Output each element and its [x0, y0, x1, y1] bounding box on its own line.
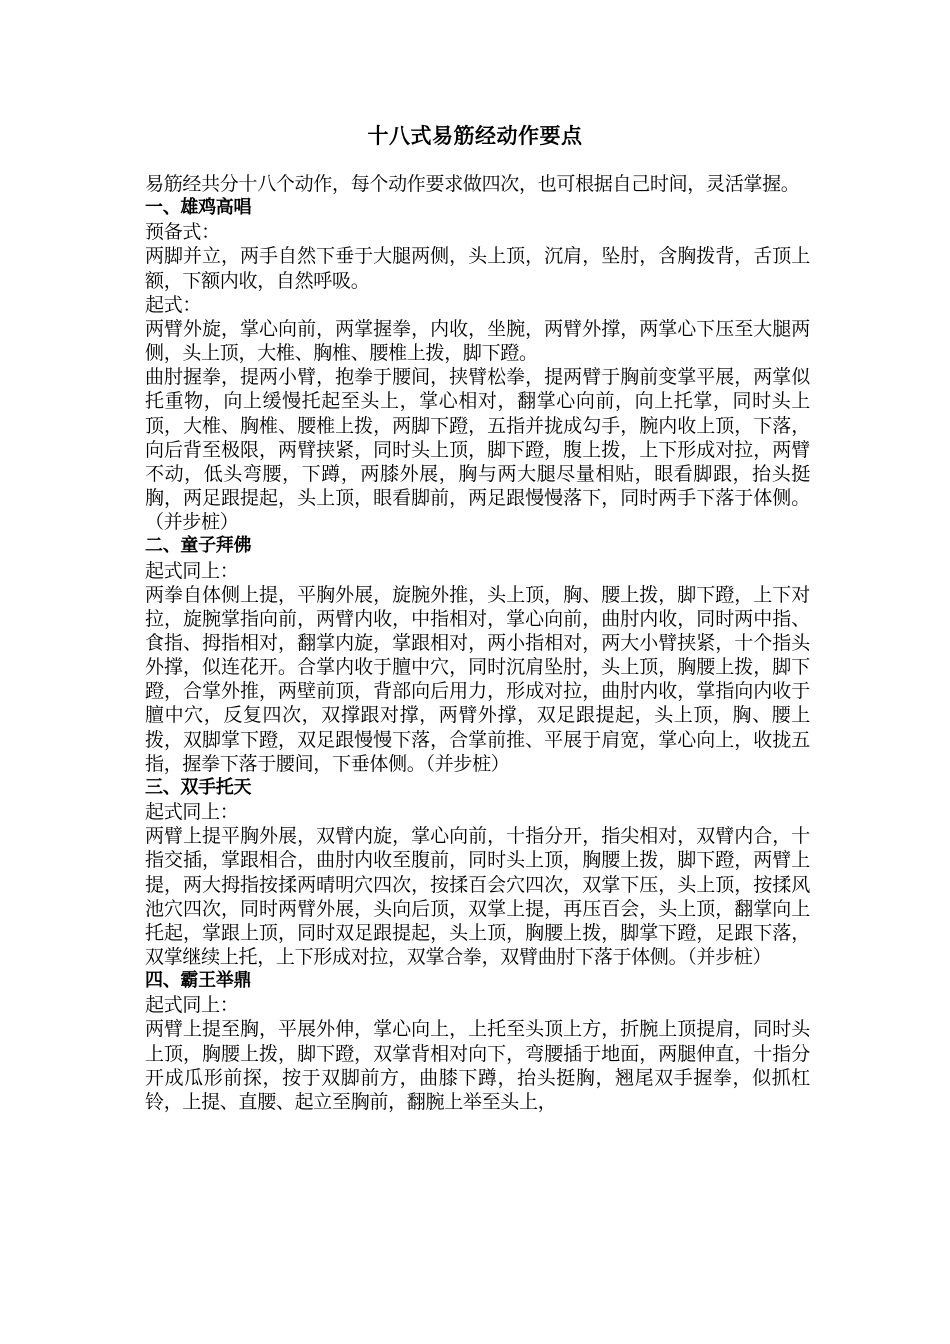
section-paragraph: 两臂上提至胸，平展外伸，掌心向上，上托至头顶上方，折腕上顶提肩，同时头上顶，胸腰上拨，脚下蹬，双掌背相对向下，弯腰插于地面，两腿伸直，十指分开成瓜形前探，按于双脚前方，曲膝下蹲，抬头挺胸，翘尾双手握拳，似抓杠铃，上提、直腰、起立至胸前，翻腕上举至头上，: [145, 1018, 810, 1113]
section-paragraph: 两臂外旋，掌心向前，两掌握拳，内收，坐腕，两臂外撑，两掌心下压至大腿两侧，头上顶，大椎、胸椎、腰椎上拨，脚下蹬。: [145, 317, 810, 365]
section-paragraph: 两拳自体侧上提，平胸外展，旋腕外推，头上顶，胸、腰上拨，脚下蹬，上下对拉，旋腕掌指向前，两臂内收，中指相对，掌心向前，曲肘内收，同时两中指、食指、拇指相对，翻掌内旋，掌跟相对，两小指相对，两大小臂挟紧，十个指头外撑，似连花开。合掌内收于膻中穴，同时沉肩坠肘，头上顶，胸腰上拨，脚下蹬，合掌外推，两壁前顶，背部向后用力，形成对拉，曲肘内收，掌指向内收于膻中穴，反复四次，双撑跟对撑，两臂外撑，双足跟提起，头上顶，胸、腰上拨，双脚掌下蹬，双足跟慢慢下落，合掌前推、平展于肩宽，掌心向上，收拢五指，握拳下落于腰间，下垂体侧。（并步桩）: [145, 583, 810, 775]
section-paragraph: 两脚并立，两手自然下垂于大腿两侧，头上顶，沉肩，坠肘，含胸拨背，舌顶上额，下额内收，自然呼吸。: [145, 245, 810, 292]
section-heading: 一、雄鸡高唱: [145, 197, 252, 219]
section-heading: 四、霸王举鼎: [145, 970, 252, 992]
section-heading: 三、双手托天: [145, 776, 252, 798]
section-label: 预备式：: [145, 221, 220, 244]
section-paragraph: 曲肘握拳，提两小臂，抱拳于腰间，挟臂松拳，提两臂于胸前变掌平展，两掌似托重物，向上缓慢托起至头上，掌心相对，翻掌心向前，向上托掌，同时头上顶，大椎、胸椎、腰椎上拨，两脚下蹬，五指并拢成勾手，腕内收上顶，下落，向后背至极限，两臂挟紧，同时头上顶，脚下蹬，腹上拨，上下形成对拉，两臂不动，低头弯腰，下蹲，两膝外展，胸与两大腿尽量相贴，眼看脚跟，抬头挺胸，两足跟提起，头上顶，眼看脚前，两足跟慢慢落下，同时两手下落于体侧。（并步桩）: [145, 366, 810, 534]
section-label: 起式同上：: [145, 994, 239, 1017]
section-heading: 二、童子拜佛: [145, 535, 252, 557]
section-label: 起式同上：: [145, 559, 239, 582]
section-label: 起式同上：: [145, 801, 239, 824]
document-body: [145, 172, 810, 1114]
document-title: 十八式易筋经动作要点: [367, 124, 583, 148]
intro-paragraph: 易筋经共分十八个动作，每个动作要求做四次，也可根据自己时间，灵活掌握。: [145, 173, 800, 195]
section-paragraph: 两臂上提平胸外展，双臂内旋，掌心向前，十指分开，指尖相对，双臂内合，十指交插，掌跟相合，曲肘内收至腹前，同时头上顶，胸腰上拨，脚下蹬，两臂上提，两大拇指按揉两晴明穴四次，按揉百会穴四次，双掌下压，头上顶，按揉风池穴四次，同时两臂外展，头向后顶，双掌上提，再压百会，头上顶，翻掌向上托起，掌跟上顶，同时双足跟提起，头上顶，胸腰上拨，脚掌下蹬，足跟下落，双掌继续上托，上下形成对拉，双掌合拳，双臂曲肘下落于体侧。（并步桩）: [145, 825, 810, 968]
section-label: 起式：: [145, 293, 202, 316]
